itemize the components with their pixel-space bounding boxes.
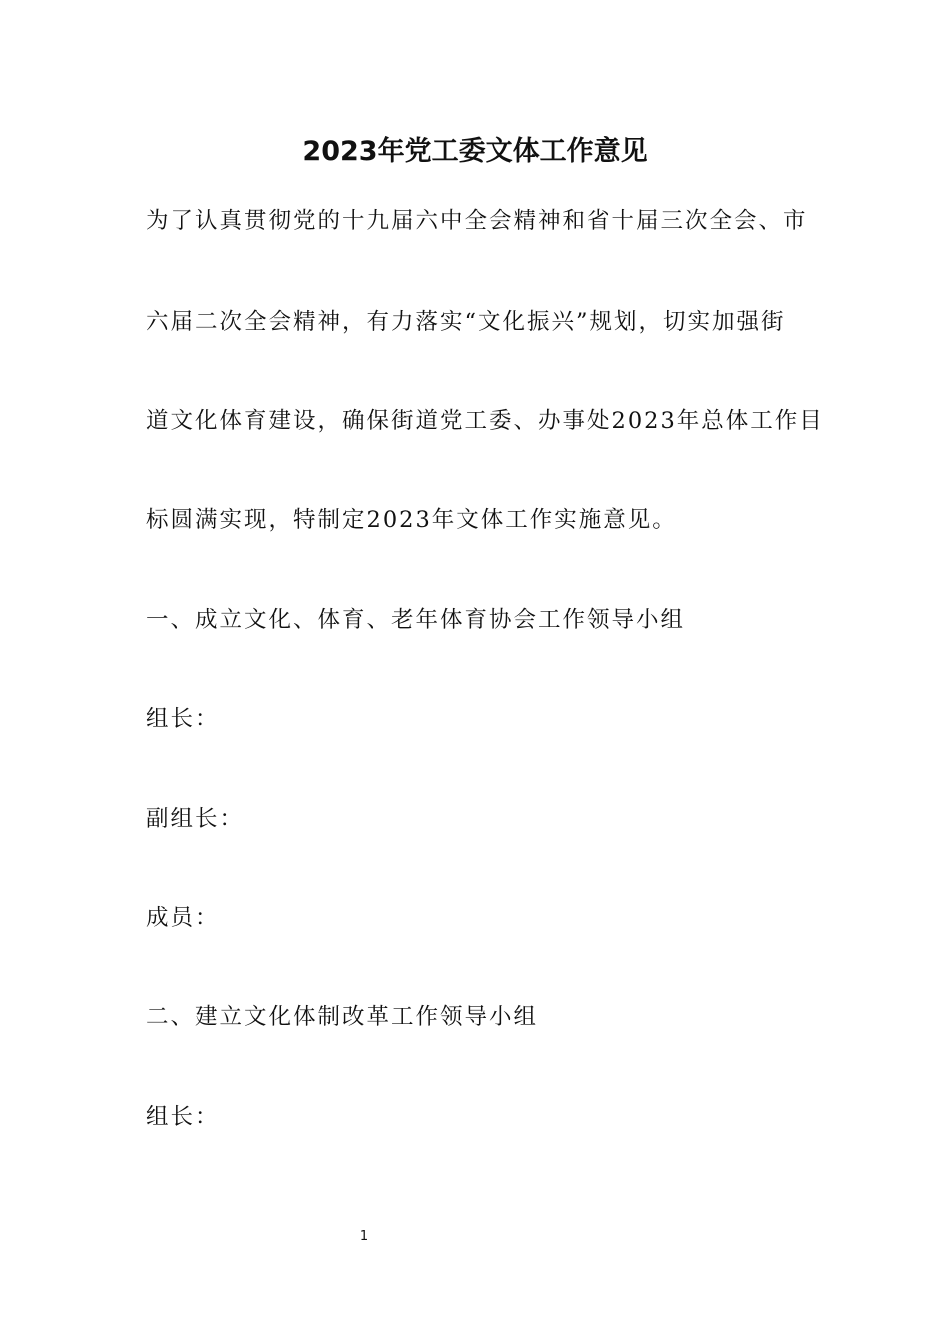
- intro-line-2: 六届二次全会精神，有力落实“文化振兴”规划，切实加强街: [146, 309, 786, 335]
- section-1-leader: 组长：: [146, 706, 220, 732]
- section-1-members: 成员：: [146, 905, 220, 931]
- section-2-heading: 二、建立文化体制改革工作领导小组: [146, 1004, 539, 1030]
- intro-line-3: 道文化体育建设，确保街道党工委、办事处2023年总体工作目: [146, 408, 824, 434]
- intro-line-4: 标圆满实现，特制定2023年文体工作实施意见。: [146, 507, 677, 533]
- document-title: 2023年党工委文体工作意见: [302, 136, 648, 167]
- section-1-heading: 一、成立文化、体育、老年体育协会工作领导小组: [146, 607, 686, 633]
- intro-line-1: 为了认真贯彻党的十九届六中全会精神和省十届三次全会、市: [146, 208, 808, 234]
- section-1-deputy: 副组长：: [146, 806, 245, 832]
- page-number: 1: [359, 1229, 369, 1244]
- section-2-leader: 组长：: [146, 1104, 220, 1130]
